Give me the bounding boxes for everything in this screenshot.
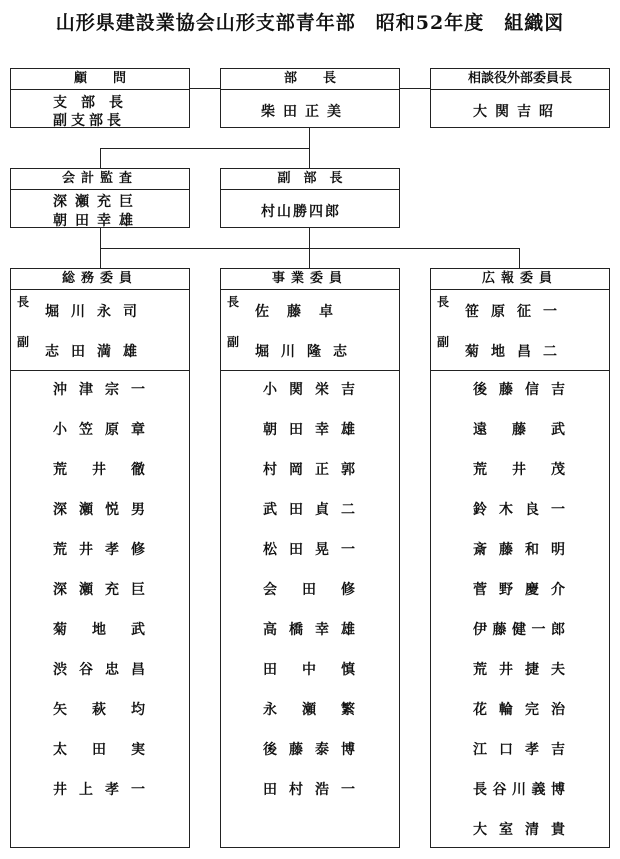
advisor-box	[10, 68, 190, 128]
auditor-box	[10, 168, 190, 228]
counselor-name: 大関吉昭	[473, 104, 561, 120]
committee-member-name: 小 関 栄 吉	[263, 382, 355, 398]
page-title: 山形県建設業協会山形支部青年部 昭和52年度 組織図	[55, 12, 565, 34]
committee-member-name: 菊 地 武	[53, 622, 145, 638]
connector-koho-down	[519, 248, 520, 268]
general-affairs-chair-name: 堀川永司	[45, 304, 149, 320]
committee-member-name: 荒 井 茂	[473, 462, 565, 478]
counselor-box	[430, 68, 610, 128]
committee-member-name: 永 瀬 繁	[263, 702, 355, 718]
committee-member-name: 長 谷 川 義 博	[473, 782, 565, 798]
connector-kaikei-up	[100, 148, 101, 168]
committee-member-name: 会 田 修	[263, 582, 355, 598]
advisor-name-1: 支 部 長	[53, 95, 123, 111]
committee-member-name: 荒 井 孝 修	[53, 542, 145, 558]
publicity-chair-name: 笹原征一	[465, 304, 569, 320]
committee-member-name: 田 中 慎	[263, 662, 355, 678]
committee-member-name: 江 口 孝 吉	[473, 742, 565, 758]
committee-member-name: 渋 谷 忠 昌	[53, 662, 145, 678]
general-affairs-vice-tag: 副	[17, 335, 30, 349]
business-separator	[221, 370, 399, 371]
advisor-header: 顧 問	[11, 69, 189, 90]
general-affairs-chair-tag: 長	[17, 295, 30, 309]
business-chair-name: 佐藤卓	[255, 304, 351, 320]
committee-member-name: 鈴 木 良 一	[473, 502, 565, 518]
committee-member-name: 小 笠 原 章	[53, 422, 145, 438]
connector-mid-horizontal	[100, 148, 310, 149]
committee-member-name: 荒 井 捷 夫	[473, 662, 565, 678]
committee-member-name: 後 藤 泰 博	[263, 742, 355, 758]
publicity-header: 広報委員	[431, 269, 609, 290]
committee-member-name: 太 田 実	[53, 742, 145, 758]
publicity-committee-box	[430, 268, 610, 848]
committee-member-name: 深 瀬 充 巨	[53, 582, 145, 598]
publicity-vice-tag: 副	[437, 335, 450, 349]
connector-bottom-horizontal	[100, 248, 520, 249]
auditor-header: 会計監査	[11, 169, 189, 190]
committee-member-name: 荒 井 徹	[53, 462, 145, 478]
committee-member-name: 井 上 孝 一	[53, 782, 145, 798]
vice-director-box	[220, 168, 400, 228]
general-affairs-separator	[11, 370, 189, 371]
publicity-separator	[431, 370, 609, 371]
general-affairs-header: 総務委員	[11, 269, 189, 290]
business-committee-box	[220, 268, 400, 848]
committee-member-name: 村 岡 正 郭	[263, 462, 355, 478]
committee-member-name: 花 輪 完 治	[473, 702, 565, 718]
publicity-chair-tag: 長	[437, 295, 450, 309]
general-affairs-vice-name: 志田満雄	[45, 344, 149, 360]
vice-director-header: 副 部 長	[221, 169, 399, 190]
counselor-header: 相談役外部委員長	[431, 69, 609, 90]
business-header: 事業委員	[221, 269, 399, 290]
publicity-vice-name: 菊地昌二	[465, 344, 569, 360]
auditor-name-2: 朝田幸雄	[53, 213, 141, 229]
auditor-name-1: 深瀬充巨	[53, 194, 141, 210]
director-box	[220, 68, 400, 128]
director-header: 部 長	[221, 69, 399, 90]
business-chair-tag: 長	[227, 295, 240, 309]
committee-member-name: 大 室 清 貴	[473, 822, 565, 838]
committee-member-name: 矢 萩 均	[53, 702, 145, 718]
director-name: 柴田正美	[261, 104, 349, 120]
committee-member-name: 松 田 晃 一	[263, 542, 355, 558]
business-vice-tag: 副	[227, 335, 240, 349]
committee-member-name: 菅 野 慶 介	[473, 582, 565, 598]
vice-director-name: 村山勝四郎	[261, 204, 341, 220]
committee-member-name: 高 橋 幸 雄	[263, 622, 355, 638]
committee-member-name: 武 田 貞 二	[263, 502, 355, 518]
general-affairs-committee-box	[10, 268, 190, 848]
committee-member-name: 斎 藤 和 明	[473, 542, 565, 558]
committee-member-name: 深 瀬 悦 男	[53, 502, 145, 518]
committee-member-name: 遠 藤 武	[473, 422, 565, 438]
committee-member-name: 後 藤 信 吉	[473, 382, 565, 398]
advisor-name-2: 副支部長	[53, 113, 125, 129]
committee-member-name: 沖 津 宗 一	[53, 382, 145, 398]
committee-member-name: 田 村 浩 一	[263, 782, 355, 798]
committee-member-name: 朝 田 幸 雄	[263, 422, 355, 438]
business-vice-name: 堀川隆志	[255, 344, 359, 360]
committee-member-name: 伊 藤 健 一 郎	[473, 622, 565, 638]
